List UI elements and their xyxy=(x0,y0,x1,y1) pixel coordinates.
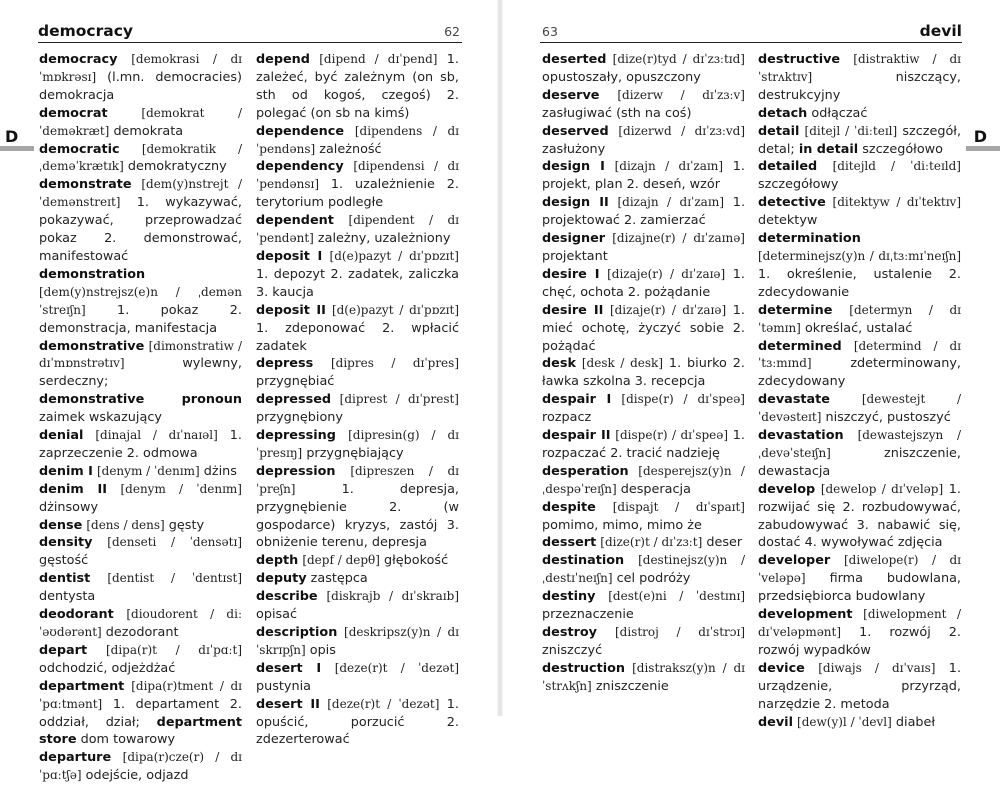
headword: devastation xyxy=(758,428,844,444)
headword: despair I xyxy=(542,392,612,408)
definition: głębokość xyxy=(384,553,449,569)
thumb-index-letter: D xyxy=(5,127,19,146)
dictionary-entry xyxy=(39,141,242,177)
dictionary-entry xyxy=(256,570,459,588)
headword: describe xyxy=(256,589,318,605)
definition: pustynia xyxy=(256,678,311,694)
dictionary-entry xyxy=(39,534,242,570)
dictionary-entry xyxy=(39,51,242,105)
definition: przygnębiać xyxy=(256,374,335,390)
dictionary-entry xyxy=(758,338,961,392)
pronunciation: [deze(r)t / ˈdezət] xyxy=(334,660,459,675)
dictionary-entry xyxy=(542,194,745,230)
pronunciation: [ditektyw / dɪˈtektɪv] xyxy=(832,195,962,210)
dictionary-entry xyxy=(758,51,961,105)
definition: niszczący, destrukcyjny xyxy=(758,69,961,103)
definition: zasłużony xyxy=(542,141,606,157)
pronunciation: [dipend / dɪˈpend] xyxy=(319,52,438,66)
dictionary-entry xyxy=(256,696,459,750)
dictionary-entry xyxy=(542,230,745,266)
pronunciation: [d(e)pazyt / dɪˈpɒzɪt] xyxy=(329,248,459,263)
headword: determined xyxy=(758,338,842,354)
definition: opustoszały, opuszczony xyxy=(542,69,701,85)
headword: demonstrate xyxy=(39,177,132,193)
pronunciation: [dew(y)l / ˈdevl] xyxy=(797,714,892,729)
headword: dense xyxy=(39,517,83,533)
right-page-header xyxy=(540,20,962,43)
sub-headword: department store xyxy=(39,714,242,748)
pronunciation: [dizerw / dɪˈzɜːv] xyxy=(617,87,745,102)
definition: zaimek wskazujący xyxy=(39,410,162,426)
headword: denim I xyxy=(39,463,93,479)
dictionary-entry xyxy=(542,158,745,194)
headword: devil xyxy=(758,714,793,730)
headword: detective xyxy=(758,195,826,211)
pronunciation: [dizajne(r) / dɪˈzaɪnə] xyxy=(612,231,745,246)
definition: gęsty xyxy=(168,517,205,533)
headword: destructive xyxy=(758,52,841,67)
pronunciation: [dipendent / dɪˈpendənt] xyxy=(256,213,459,246)
definition: odchodzić, odjeżdżać xyxy=(39,660,176,676)
headword: democracy xyxy=(39,52,118,67)
headword: denim II xyxy=(39,481,108,497)
definition: wylewny, serdeczny; xyxy=(39,356,242,390)
headword: democratic xyxy=(39,141,120,157)
headword: deposit II xyxy=(256,302,326,318)
dictionary-entry xyxy=(256,212,459,248)
headword: desert I xyxy=(256,660,322,676)
pronunciation: [demokratik / ˌdeməˈkrætɪk] xyxy=(39,141,242,174)
right-page xyxy=(500,0,1000,730)
dictionary-entry xyxy=(758,391,961,427)
dictionary-entry xyxy=(256,302,459,356)
pronunciation: [determind / dɪˈtɜːmɪnd] xyxy=(758,338,961,371)
page-number: 63 xyxy=(542,24,558,39)
pronunciation: [diskrajb / dɪˈskraɪb] xyxy=(326,589,459,604)
pronunciation: [distraktiw / dɪˈstrʌktɪv] xyxy=(758,52,961,84)
definition: 1. projekt, plan 2. deseń, wzór xyxy=(542,159,745,193)
pronunciation: [dipendens / dɪˈpendəns] xyxy=(256,123,460,156)
pronunciation: [dipa(r)tment / dɪˈpɑːtmənt] xyxy=(39,678,242,711)
dictionary-entry xyxy=(39,391,242,427)
definition: odłączać xyxy=(811,105,868,121)
pronunciation: [dipres / dɪˈpres] xyxy=(330,356,459,371)
pronunciation: [desperejsz(y)n / ˌdespəˈreɪʃn] xyxy=(542,463,745,496)
headword: density xyxy=(39,535,93,551)
definition: przygnębiający xyxy=(306,445,404,461)
dictionary-entry xyxy=(39,517,242,535)
dictionary-entry xyxy=(256,248,459,302)
definition: gęstość xyxy=(39,553,89,569)
headword: demonstration xyxy=(39,266,146,282)
dictionary-entry xyxy=(542,391,745,427)
pronunciation: [distroj / dɪˈstrɔɪ] xyxy=(614,625,745,639)
pronunciation: [diwelopment / dɪˈveləpmənt] xyxy=(758,607,961,639)
definition: demokrata xyxy=(113,123,184,139)
dictionary-entry xyxy=(39,463,242,481)
dictionary-entry xyxy=(542,87,745,123)
headword: depressing xyxy=(256,428,336,444)
dictionary-entry xyxy=(758,194,961,230)
definition: 1. wykazywać, pokazywać, przeprowadzać pokaz 2. demonstrować, manifestować xyxy=(39,195,242,264)
thumb-index-letter: D xyxy=(973,127,987,146)
pronunciation: [dizaje(r) / dɪˈzaɪə] xyxy=(609,302,727,317)
definition: firma budowlana, przedsiębiorca budowlany xyxy=(758,571,961,605)
headword: depart xyxy=(39,642,88,658)
dictionary-entry xyxy=(758,606,961,660)
dictionary-entry xyxy=(256,391,459,427)
headword: devastate xyxy=(758,392,830,408)
pronunciation: [dinajal / dɪˈnaɪəl] xyxy=(95,428,218,443)
pronunciation: [dizaje(r) / dɪˈzaɪə] xyxy=(607,266,726,281)
headword: deposit I xyxy=(256,248,323,264)
pronunciation: [demokrat / ˈdeməkræt] xyxy=(39,105,242,138)
pronunciation: [denym / ˈdenɪm] xyxy=(96,463,200,478)
definition: 1. rozwijać się 2. rozbudowywać, zabudowywać 3. nabawić się, dostać 4. wywoływać zdjęcia xyxy=(758,481,961,551)
dictionary-entry xyxy=(39,642,242,678)
dictionary-entry xyxy=(39,570,242,606)
dictionary-entry xyxy=(256,51,459,123)
dictionary-entry xyxy=(542,266,745,302)
pronunciation: [determinejsz(y)n / dɪˌtɜːmɪˈneɪʃn] xyxy=(758,248,961,263)
sub-definition: dom towarowy xyxy=(80,732,176,748)
headword: depth xyxy=(256,553,299,569)
dictionary-entry xyxy=(256,624,459,660)
dictionary-entry xyxy=(542,624,745,660)
pronunciation: [dispe(r) / dɪˈspeə] xyxy=(621,392,745,407)
headword: despair II xyxy=(542,428,611,444)
dictionary-entry xyxy=(542,123,745,159)
headword: demonstrative pronoun xyxy=(39,392,242,408)
headword: detail xyxy=(758,123,800,139)
headword: development xyxy=(758,607,853,623)
dictionary-entry xyxy=(542,355,745,391)
thumb-index-tab xyxy=(966,146,1000,151)
pronunciation: [dipendensi / dɪˈpendənsɪ] xyxy=(256,159,459,192)
headword: demonstrative xyxy=(39,338,145,354)
headword: dependent xyxy=(256,213,334,229)
dictionary-entry xyxy=(758,552,961,606)
dictionary-entry xyxy=(256,158,459,212)
headword: department xyxy=(39,678,125,694)
left-column-2 xyxy=(256,51,459,749)
headword: deserted xyxy=(542,52,607,67)
dictionary-entry xyxy=(542,660,745,696)
headword: destruction xyxy=(542,660,625,676)
headword: destination xyxy=(542,553,625,569)
definition: zdeterminowany, zdecydowany xyxy=(758,356,961,390)
definition: 1. opuścić, porzucić 2. zdezerterować xyxy=(256,696,459,748)
pronunciation: [dewestejt / ˈdevəsteɪt] xyxy=(758,392,961,425)
definition: zastępca xyxy=(310,571,368,587)
pronunciation: [dioudorent / diːˈəʊdərənt] xyxy=(39,607,242,639)
definition: zniszczyć xyxy=(542,642,603,658)
definition: 1. mieć ochotę, życzyć sobie 2. pożądać xyxy=(542,302,745,354)
pronunciation: [depf / depθ] xyxy=(302,553,380,568)
pronunciation: [denseti / ˈdensətɪ] xyxy=(107,535,242,550)
headword: dependence xyxy=(256,123,345,139)
headword: deodorant xyxy=(39,607,114,623)
pronunciation: [deskripsz(y)n / dɪˈskrɪpʃn] xyxy=(256,625,459,657)
dictionary-entry xyxy=(542,588,745,624)
dictionary-entry xyxy=(542,302,745,356)
definition: 1. rozpaczać 2. tracić nadzieję xyxy=(542,428,745,461)
pronunciation: [dizajn / dɪˈzaɪn] xyxy=(617,195,725,210)
definition: zasługiwać (sth na coś) xyxy=(542,105,692,121)
definition: opis xyxy=(309,642,336,658)
definition: zależny, uzależniony xyxy=(317,231,451,247)
pronunciation: [determyn / dɪˈtəmɪn] xyxy=(758,302,961,335)
headword: develop xyxy=(758,481,816,497)
pronunciation: [deze(r)t / ˈdezət] xyxy=(327,696,440,711)
definition: rozpacz xyxy=(542,410,592,426)
running-head: democracy xyxy=(38,22,133,40)
pronunciation: [dens / dens] xyxy=(86,517,165,532)
dictionary-entry xyxy=(542,427,745,463)
pronunciation: [dize(r)tyd / dɪˈzɜːtɪd] xyxy=(612,52,745,66)
definition: demokratyczny xyxy=(127,159,227,175)
definition: desperacja xyxy=(620,481,691,497)
pronunciation: [dipa(r)t / dɪˈpɑːt] xyxy=(105,642,242,657)
headword: destiny xyxy=(542,589,596,605)
dictionary-entry xyxy=(542,463,745,499)
headword: detach xyxy=(758,105,808,121)
right-column-2 xyxy=(758,51,961,731)
definition: detektyw xyxy=(758,213,818,229)
definition: 1. uzależnienie 2. terytorium podległe xyxy=(256,177,459,211)
dictionary-entry xyxy=(758,230,961,302)
definition: cel podróży xyxy=(616,571,691,587)
headword: democrat xyxy=(39,105,108,121)
pronunciation: [dewelop / dɪˈveləp] xyxy=(820,481,944,496)
running-head: devil xyxy=(919,22,962,40)
headword: desperation xyxy=(542,463,629,479)
pronunciation: [diwajs / dɪˈvaɪs] xyxy=(818,660,936,675)
headword: depend xyxy=(256,52,310,67)
headword: destroy xyxy=(542,625,598,640)
definition: 1. chęć, ochota 2. pożądanie xyxy=(542,266,745,300)
dictionary-entry xyxy=(256,427,459,463)
dictionary-entry xyxy=(256,463,459,553)
dictionary-entry xyxy=(256,123,459,159)
sub-headword: in detail xyxy=(798,141,859,157)
dictionary-entry xyxy=(758,714,961,732)
dictionary-entry xyxy=(256,660,459,696)
headword: depression xyxy=(256,463,336,479)
headword: dessert xyxy=(542,535,597,551)
pronunciation: [distraksz(y)n / dɪˈstrʌkʃn] xyxy=(542,660,746,693)
dictionary-entry xyxy=(39,105,242,141)
pronunciation: [dize(r)t / dɪˈzɜːt] xyxy=(600,535,703,550)
dictionary-entry xyxy=(758,123,961,159)
headword: detailed xyxy=(758,159,818,175)
pronunciation: [dem(y)nstrejsz(e)n / ˌdemənˈstreɪʃn] xyxy=(39,284,242,317)
dictionary-entry xyxy=(39,749,242,785)
pronunciation: [ditejl / ˈdiːteɪl] xyxy=(804,123,898,138)
headword: dependency xyxy=(256,159,344,175)
pronunciation: [diprest / dɪˈprest] xyxy=(339,392,459,407)
headword: developer xyxy=(758,553,831,569)
definition: pomimo, mimo, mimo że xyxy=(542,517,702,533)
headword: design II xyxy=(542,195,609,211)
definition: określać, ustalać xyxy=(804,320,913,336)
definition: dżins xyxy=(203,463,237,479)
definition: 1. zaprzeczenie 2. odmowa xyxy=(39,428,242,461)
pronunciation: [dewastejszyn /ˌdevəˈsteɪʃn] xyxy=(758,428,961,460)
definition: przeznaczenie xyxy=(542,607,634,623)
page-number: 62 xyxy=(444,24,460,39)
definition: deser xyxy=(706,535,743,551)
definition: 1. pokaz 2. demonstracja, manifestacja xyxy=(39,302,242,336)
dictionary-entry xyxy=(39,338,242,392)
pronunciation: [diwelope(r) / dɪˈveləpə] xyxy=(758,553,961,586)
headword: depress xyxy=(256,356,314,372)
pronunciation: [dipreszen / dɪˈpreʃn] xyxy=(256,463,459,496)
definition: zniszczenie, dewastacja xyxy=(758,445,961,479)
headword: designer xyxy=(542,231,606,247)
definition: (l.mn. democracies) demokracja xyxy=(39,69,242,103)
dictionary-entry xyxy=(542,552,745,588)
definition: 1. biurko 2. ławka szkolna 3. recepcja xyxy=(542,356,745,390)
dictionary-entry xyxy=(758,105,961,123)
dictionary-entry xyxy=(256,552,459,570)
dictionary-entry xyxy=(256,355,459,391)
definition: 1. projektować 2. zamierzać xyxy=(542,195,746,229)
pronunciation: [desk / desk] xyxy=(581,356,664,371)
pronunciation: [dest(e)ni / ˈdestɪnɪ] xyxy=(608,589,745,604)
headword: desire II xyxy=(542,302,604,318)
headword: desk xyxy=(542,356,576,372)
dictionary-entry xyxy=(39,481,242,517)
dictionary-entry xyxy=(758,302,961,338)
dictionary-entry xyxy=(39,427,242,463)
right-column-1 xyxy=(542,51,745,696)
definition: szczegółowy xyxy=(758,177,839,193)
pronunciation: [ditejld / ˈdiːteɪld] xyxy=(832,159,961,174)
dictionary-entry xyxy=(758,481,961,553)
pronunciation: [dispe(r) / dɪˈspeə] xyxy=(615,428,729,443)
headword: desire I xyxy=(542,266,600,282)
headword: departure xyxy=(39,750,112,766)
dictionary-entry xyxy=(758,427,961,481)
headword: depressed xyxy=(256,392,332,408)
headword: description xyxy=(256,625,338,640)
definition: 1. depresja, przygnębienie 2. (w gospodarce) kryzys, zastój 3. obniżenie terenu, depresja xyxy=(256,481,459,551)
dictionary-entry xyxy=(39,266,242,338)
definition: niszczyć, pustoszyć xyxy=(825,410,951,426)
definition: dżinsowy xyxy=(39,499,99,515)
pronunciation: [dem(y)nstrejt / ˈdemənstreɪt] xyxy=(39,177,242,210)
pronunciation: [denym / ˈdenɪm] xyxy=(120,481,242,496)
definition: diabeł xyxy=(895,714,936,730)
dictionary-entry xyxy=(542,51,745,87)
pronunciation: [dipa(r)cze(r) / dɪˈpɑːtʃə] xyxy=(39,750,242,783)
dictionary-entry xyxy=(256,588,459,624)
pronunciation: [demokrasi / dɪˈmɒkrəsɪ] xyxy=(39,52,242,84)
pronunciation: [dispajt / dɪˈspaɪt] xyxy=(612,499,745,514)
headword: determine xyxy=(758,302,833,318)
pronunciation: [dipresin(g) / dɪˈpresɪŋ] xyxy=(256,428,459,460)
definition: dezodorant xyxy=(105,625,179,640)
dictionary-entry xyxy=(39,606,242,642)
headword: desert II xyxy=(256,696,320,712)
dictionary-entry xyxy=(758,660,961,714)
headword: denial xyxy=(39,428,84,444)
pronunciation: [dizajn / dɪˈzaɪn] xyxy=(614,159,724,174)
definition: 1. zdeponować 2. wpłacić zadatek xyxy=(256,320,459,354)
headword: design I xyxy=(542,159,605,175)
dictionary-entry xyxy=(542,499,745,535)
left-page-header xyxy=(38,20,462,43)
dictionary-entry xyxy=(39,678,242,750)
definition: zniszczenie xyxy=(595,678,669,694)
sub-definition: szczegółowo xyxy=(862,141,943,157)
left-column-1 xyxy=(39,51,242,785)
definition: 1. rozwój 2. rozwój wypadków xyxy=(758,625,961,658)
definition: zależność xyxy=(319,141,382,157)
definition: dentysta xyxy=(39,589,96,605)
definition: projektant xyxy=(542,248,608,264)
pronunciation: [dimonstratiw / dɪˈmɒnstrətɪv] xyxy=(39,338,242,371)
definition: 1. depozyt 2. zadatek, zaliczka 3. kaucja xyxy=(256,266,459,300)
pronunciation: [d(e)pazyt / dɪˈpɒzɪt] xyxy=(331,302,460,317)
definition: szczegół, detal; xyxy=(758,123,962,157)
headword: determination xyxy=(758,231,861,247)
headword: dentist xyxy=(39,571,91,587)
thumb-index-tab xyxy=(0,146,34,151)
dictionary-entry xyxy=(542,534,745,552)
headword: despite xyxy=(542,499,596,515)
definition: 1. departament 2. oddział, dział; xyxy=(39,696,242,730)
left-page xyxy=(0,0,500,784)
pronunciation: [dentist / ˈdentɪst] xyxy=(107,571,243,586)
definition: przygnębiony xyxy=(256,410,343,426)
headword: deputy xyxy=(256,571,307,587)
headword: deserved xyxy=(542,123,609,139)
definition: odejście, odjazd xyxy=(85,768,189,784)
definition: 1. określenie, ustalenie 2. zdecydowanie xyxy=(758,266,961,300)
headword: device xyxy=(758,660,805,676)
definition: opisać xyxy=(256,607,298,623)
pronunciation: [destinejsz(y)n / ˌdestɪˈneɪʃn] xyxy=(542,553,745,586)
definition: 1. zależeć, być zależnym (on sb, sth od kogoś, czegoś) 2. polegać (on sb na kimś) xyxy=(256,52,459,121)
dictionary-entry xyxy=(39,176,242,266)
pronunciation: [dizerwd / dɪˈzɜːvd] xyxy=(618,123,746,138)
definition: 1. urządzenie, przyrząd, narzędzie 2. metoda xyxy=(758,660,962,712)
headword: deserve xyxy=(542,87,600,103)
dictionary-entry xyxy=(758,158,961,194)
